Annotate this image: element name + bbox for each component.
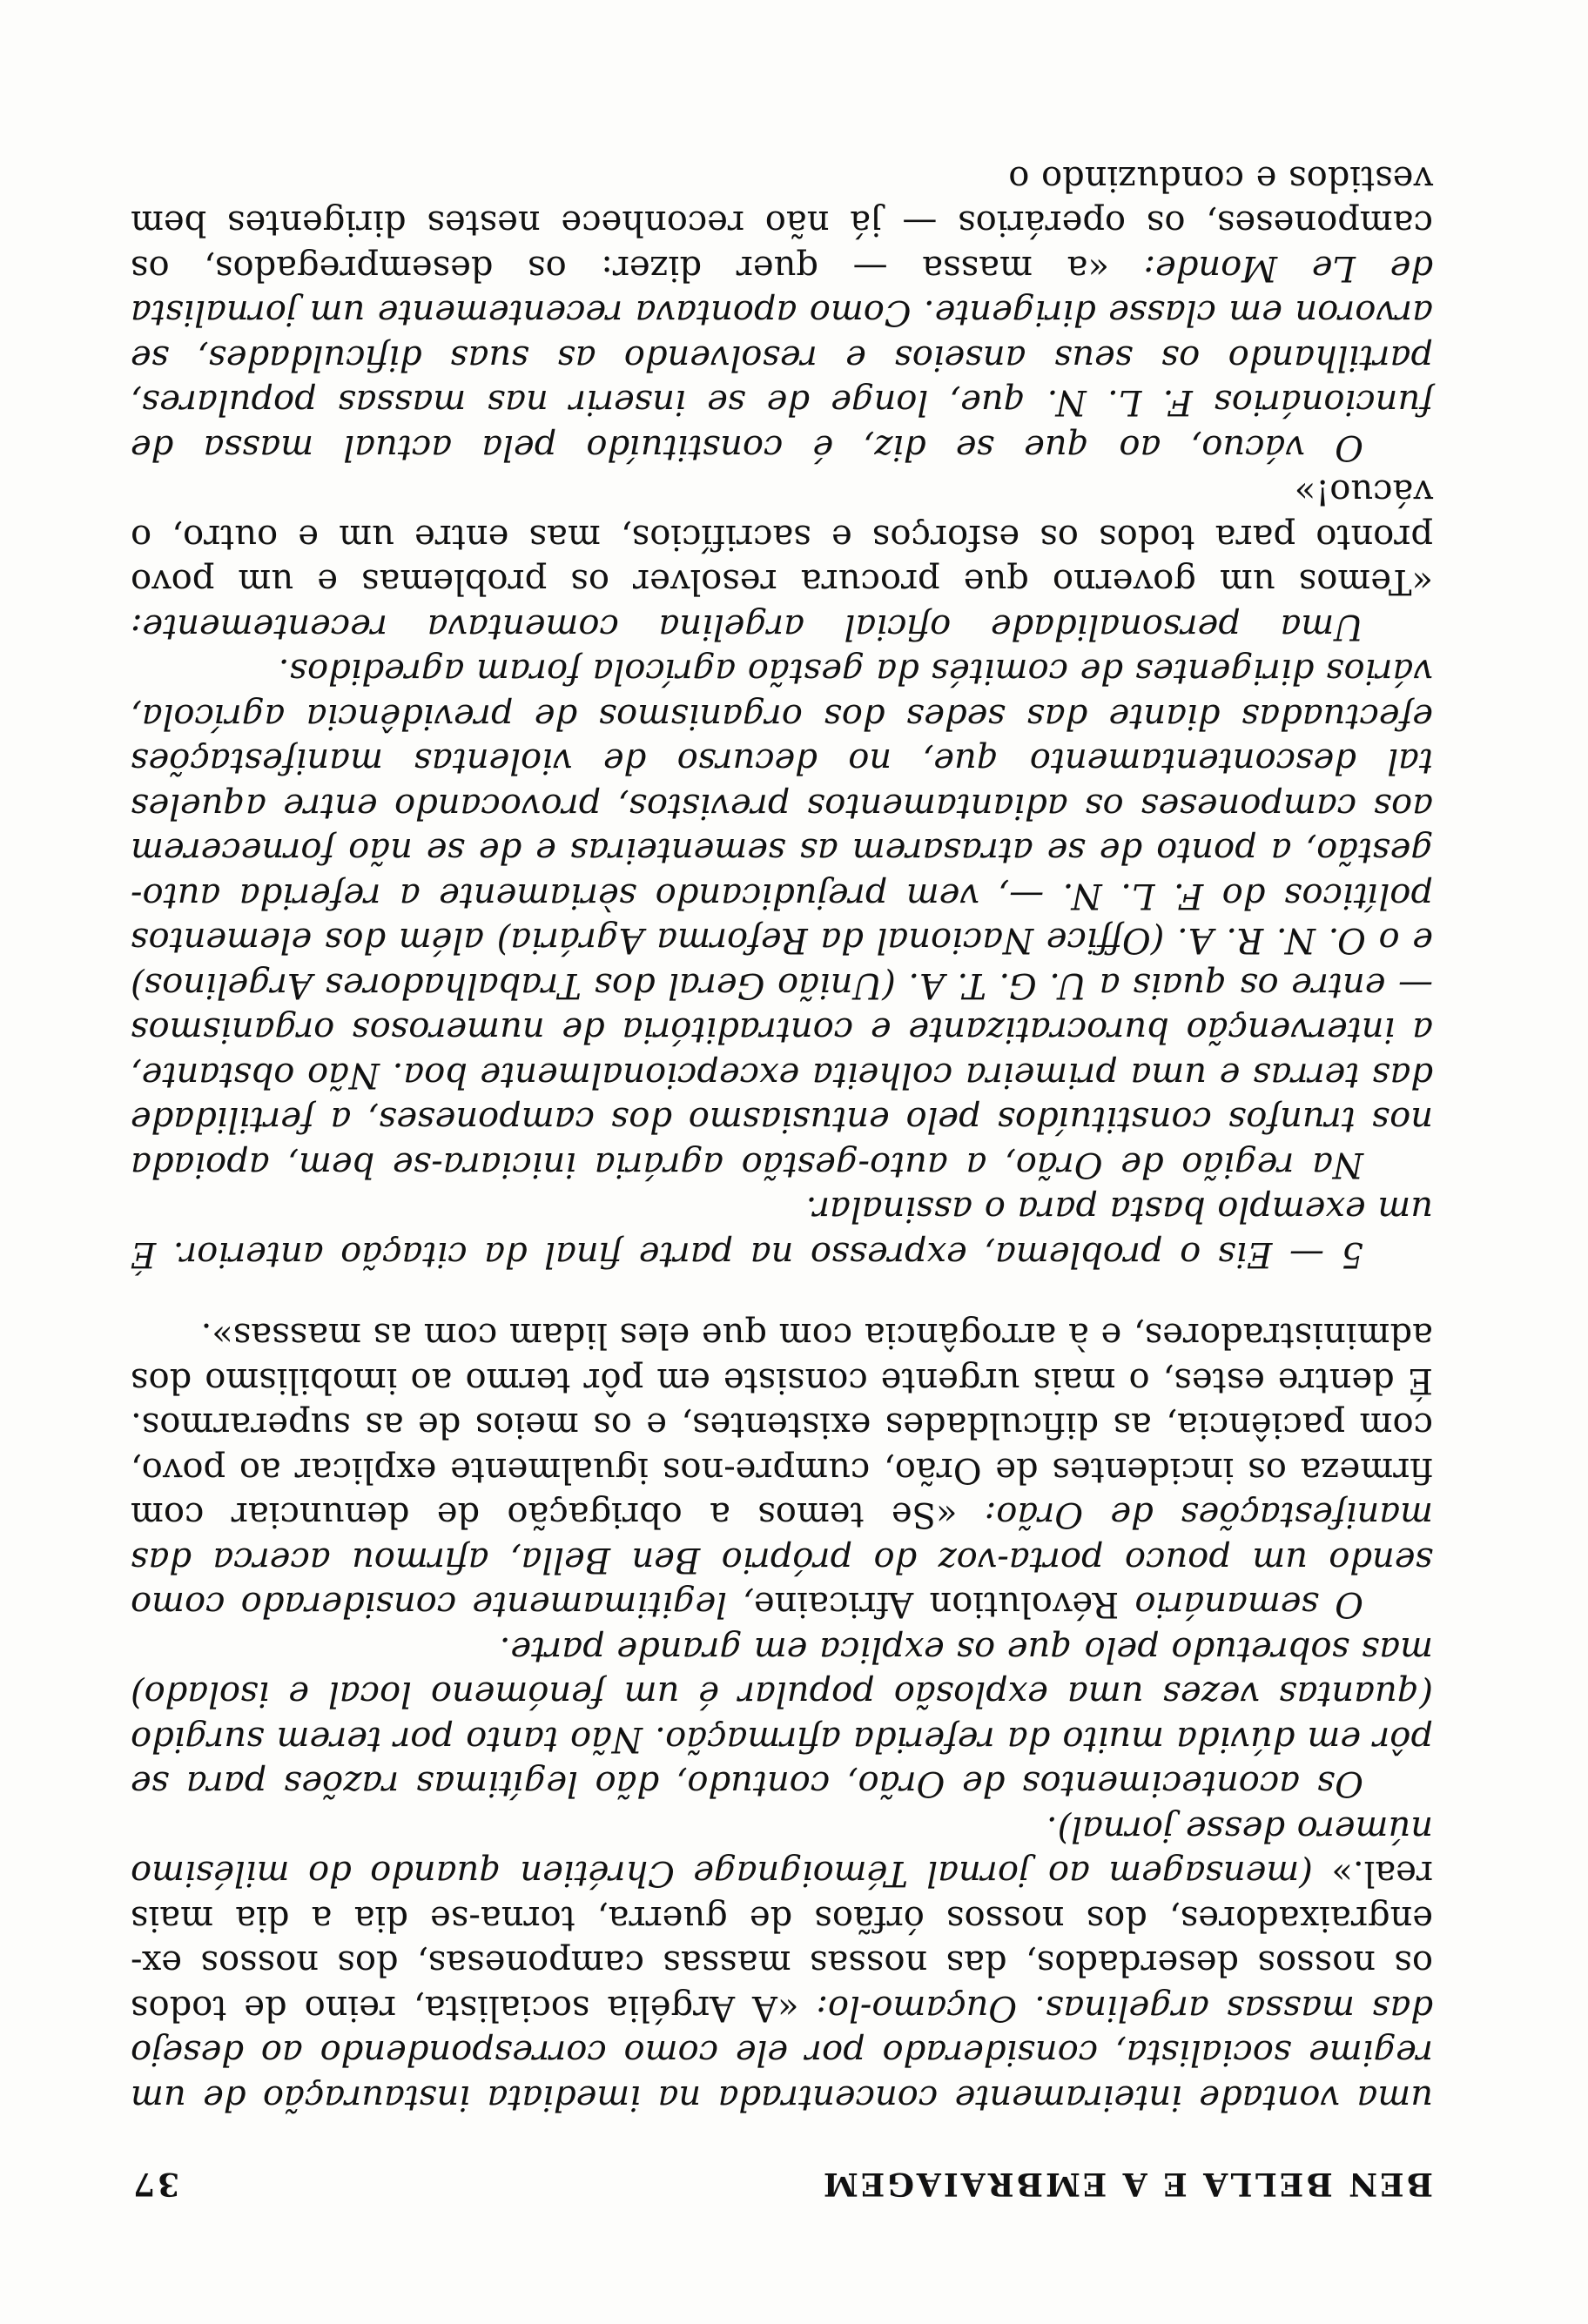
paragraph-3 bbox=[131, 1313, 1433, 1627]
running-title: BEN BELLA E A EMBRAIAGEM bbox=[820, 2166, 1433, 2202]
text-span: Révolution Africaine bbox=[753, 1584, 1120, 1625]
text-span: O vácuo, ao que se diz, é constituído pela actual massa de funcionários F. L. N. que, longe de se inserir nas massas populares, partilhando os seus anseios e resolvendo as suas dificuldades, se arvoron em classe dirigente. Como apontava recentemente um jornalista de Le Monde: bbox=[131, 248, 1433, 467]
paragraph-7 bbox=[131, 156, 1433, 470]
text-span: «A Argélia socialista, reino de todos os nossos deserdados, das nossas massas camponesas, dos nossos ex-engraixadores, dos nossos órfãos de guerra, torna-se dia a dia mais real.» bbox=[131, 1853, 1433, 2028]
paragraph-5 bbox=[131, 648, 1433, 1186]
text-span: uma vontade inteiramente concentrada na imediata instauração de um regime socialista, considerado por ele como correspondendo ao desejo das massas argelinas. Ouçamo-lo: bbox=[131, 1988, 1433, 2118]
page-number: 37 bbox=[131, 2166, 180, 2202]
text-span: Na região de Orão, a auto-gestão agrária iniciara-se bem, apoiada nos trunfos constituídos pelo entusiasmo dos camponeses, a fertilidade das terras e uma primeira colheita excepcionalmente boa. Não obstante, a intervenção burocratizante e contraditória de numerosos organismos — entre os quais a U. G. T. A. (União Geral dos Trabalhadores Argelinos) e o O. N. R. A. (Office Nacional da Reforma Agrária) além dos elementos políticos do F. L. N. —, vem prejudicando sèriamente a referida auto-gestão, a ponto de se atrasarem as sementeiras e de se não fornecerem aos camponeses os adiantamentos previstos, provocando entre aqueles tal descontentamento que, no decurso de violentas manifestações efectuadas diante das sedes dos organismos de previdência agrícola, vários dirigentes de comités da gestão agrícola foram agredidos. bbox=[131, 651, 1433, 1185]
text-span: O semanário bbox=[1119, 1584, 1363, 1625]
paragraph-2 bbox=[131, 1627, 1433, 1806]
text-span: Os acontecimentos de Orão, contudo, dão legítimas razões para se pôr em dúvida muito da referida afirmação. Não tanto por terem surgido (quantas vezes uma explosão popular é um fenómeno local e isolado) mas sobretudo pelo que os explica em grande parte. bbox=[131, 1629, 1433, 1804]
paragraph-6 bbox=[131, 469, 1433, 648]
text-span: 5 — Eis o problema, expresso na parte final da citação anterior. É um exemplo basta para o assinalar. bbox=[131, 1189, 1433, 1274]
paragraph-4 bbox=[131, 1186, 1433, 1276]
text-span: «a massa — quer dizer: os desempregados, os camponeses, os operários — já não reconhece nestes dirigentes bem vestidos e conduzindo o bbox=[131, 158, 1433, 288]
text-span: (mensagem ao jornal Témoignage Chrétien quando do milésimo número desse jornal). bbox=[131, 1809, 1433, 1894]
body-text bbox=[131, 156, 1433, 2120]
text-span: Uma personalidade oficial argelina comentava recentemente: bbox=[131, 607, 1363, 647]
text-span: «Temos um governo que procura resolver os problemas e um povo pronto para todos os esforços e sacrifícios, mas entre um e outro, o vácuo!» bbox=[131, 472, 1433, 602]
paragraph-1 bbox=[131, 1806, 1433, 2120]
text-span: , legitimamente considerado como sendo um pouco porta-voz do próprio Ben Bella, afirmou acerca das manifestações de Orão: bbox=[131, 1494, 1433, 1625]
text-span: «Se temos a obrigação de denunciar com firmeza os incidentes de Orão, cumpre-nos igualmente explicar ao povo, com paciência, as dificuldades existentes, e os meios de as superarmos. É dentre estes, o mais urgente consiste em pôr termo ao imobilismo dos administradores, e à arrogância com que eles lidam com as massas». bbox=[131, 1315, 1433, 1535]
running-header bbox=[131, 2166, 1433, 2202]
